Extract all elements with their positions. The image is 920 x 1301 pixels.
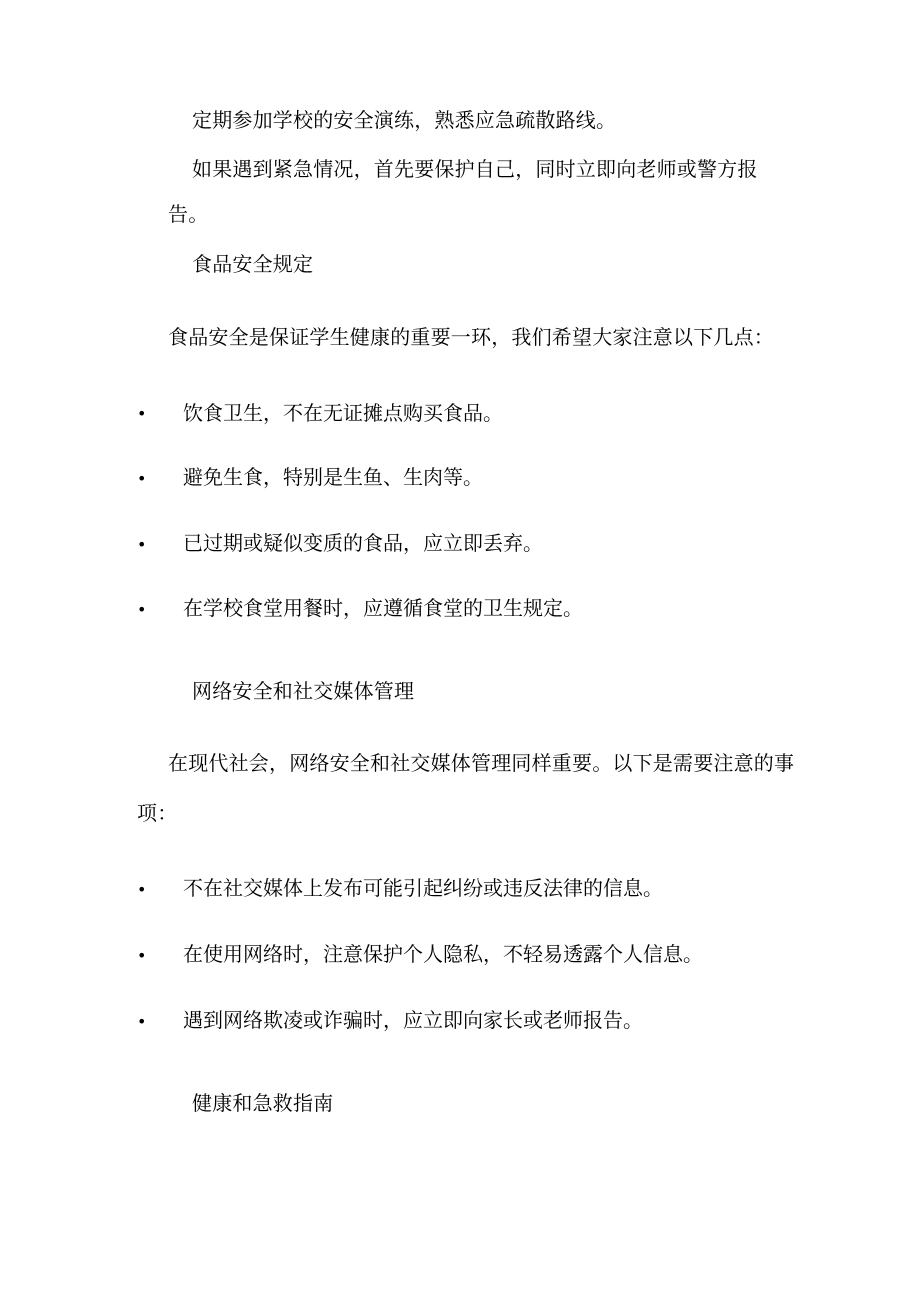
bullet-icon: • <box>137 880 147 899</box>
bullet-icon: • <box>137 535 147 554</box>
section-heading-food-safety: 食品安全规定 <box>192 252 314 276</box>
list-item-text: 遇到网络欺凌或诈骗时，应立即向家长或老师报告。 <box>183 1008 643 1032</box>
list-item-text: 在学校食堂用餐时，应遵循食堂的卫生规定。 <box>183 596 583 620</box>
network-safety-intro-line2: 项： <box>137 801 178 825</box>
bullet-icon: • <box>137 404 147 423</box>
list-item-text: 饮食卫生，不在无证摊点购买食品。 <box>183 401 503 425</box>
paragraph-emergency-line2: 告。 <box>168 202 209 226</box>
bullet-icon: • <box>137 1012 147 1031</box>
food-safety-intro: 食品安全是保证学生健康的重要一环，我们希望大家注意以下几点： <box>168 325 774 349</box>
list-item-text: 在使用网络时，注意保护个人隐私，不轻易透露个人信息。 <box>183 942 703 966</box>
network-safety-intro-line1: 在现代社会，网络安全和社交媒体管理同样重要。以下是需要注意的事 <box>168 751 795 775</box>
bullet-icon: • <box>137 600 147 619</box>
bullet-icon: • <box>137 946 147 965</box>
bullet-icon: • <box>137 469 147 488</box>
section-heading-health: 健康和急救指南 <box>192 1091 334 1115</box>
paragraph-emergency-line1: 如果遇到紧急情况，首先要保护自己，同时立即向老师或警方报 <box>192 157 758 181</box>
list-item-text: 已过期或疑似变质的食品，应立即丢弃。 <box>183 531 543 555</box>
paragraph-drill: 定期参加学校的安全演练，熟悉应急疏散路线。 <box>192 108 617 132</box>
list-item-text: 不在社交媒体上发布可能引起纠纷或违反法律的信息。 <box>183 876 663 900</box>
section-heading-network-safety: 网络安全和社交媒体管理 <box>192 679 415 703</box>
list-item-text: 避免生食，特别是生鱼、生肉等。 <box>183 465 483 489</box>
